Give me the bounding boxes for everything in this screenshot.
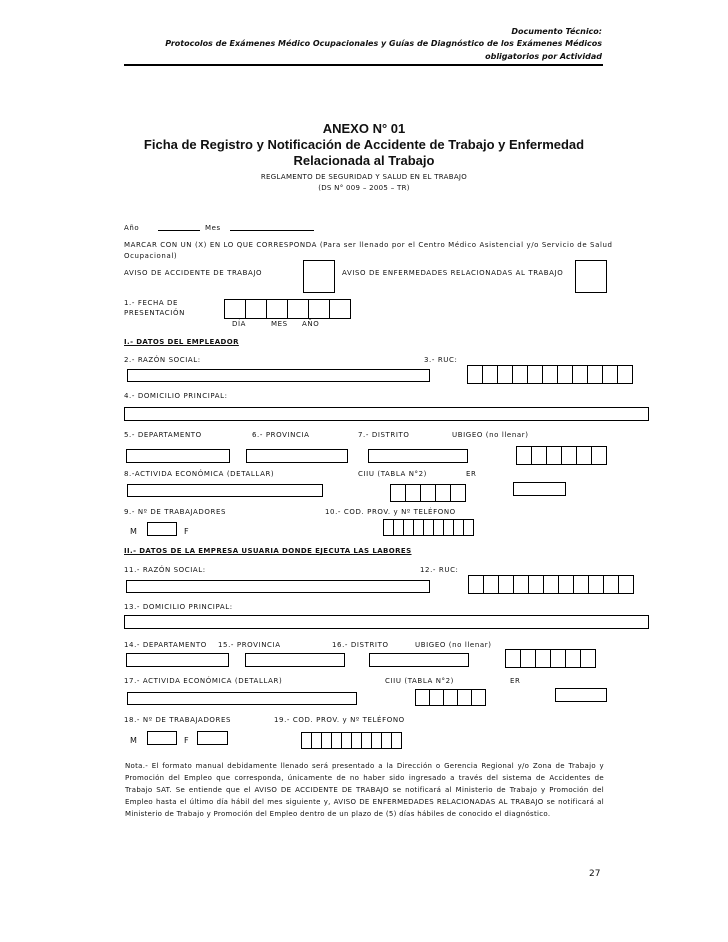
user-ruc-cells[interactable] [468, 575, 633, 594]
user-ubigeo-label: UBIGEO (no llenar) [415, 641, 492, 649]
header-doc-subtitle: obligatorios por Actividad [485, 52, 602, 61]
business-name-label: 2.- RAZÓN SOCIAL: [124, 356, 201, 364]
user-department-label: 14.- DEPARTAMENTO [124, 641, 207, 649]
header-rule [124, 64, 603, 66]
user-economic-activity-field[interactable] [127, 692, 357, 705]
workers-male-field[interactable] [147, 522, 177, 536]
user-workers-male-label: M [130, 736, 138, 745]
user-address-label: 13.- DOMICILIO PRINCIPAL: [124, 603, 233, 611]
user-address-field[interactable] [124, 615, 649, 629]
date-cells[interactable] [224, 299, 350, 319]
accident-notice-label: AVISO DE ACCIDENTE DE TRABAJO [124, 269, 263, 277]
month-sub-label: MES [271, 320, 288, 328]
user-department-field[interactable] [126, 653, 229, 667]
month-line[interactable] [230, 230, 314, 231]
district-label: 7.- DISTRITO [358, 431, 410, 439]
header-doc-title: Protocolos de Exámenes Médico Ocupacionales y Guías de Diagnóstico de los Exámenes Médicos [165, 39, 602, 48]
workers-label: 9.- Nº DE TRABAJADORES [124, 508, 227, 516]
form-title-line2: Relacionada al Trabajo [293, 153, 435, 168]
date-label-line1: 1.- FECHA DE [124, 299, 179, 307]
er-field[interactable] [513, 482, 566, 496]
user-province-label: 15.- PROVINCIA [218, 641, 281, 649]
workers-male-label: M [130, 527, 138, 536]
department-field[interactable] [126, 449, 230, 463]
ruc-label: 3.- RUC: [424, 356, 458, 364]
user-ciiu-cells[interactable] [415, 689, 485, 706]
user-district-label: 16.- DISTRITO [332, 641, 389, 649]
ciiu-cells[interactable] [390, 484, 465, 502]
date-label-line2: PRESENTACIÓN [124, 309, 185, 317]
province-label: 6.- PROVINCIA [252, 431, 310, 439]
disease-notice-label: AVISO DE ENFERMEDADES RELACIONADAS AL TRABAJO [342, 269, 564, 277]
economic-activity-field[interactable] [127, 484, 323, 497]
user-phone-label: 19.- COD. PROV. y Nº TELÉFONO [274, 716, 405, 724]
page-number: 27 [589, 869, 601, 879]
business-name-field[interactable] [127, 369, 430, 382]
user-er-label: ER [510, 677, 521, 685]
user-ruc-label: 12.- RUC: [420, 566, 459, 574]
day-label: DÍA [232, 320, 247, 328]
user-business-name-label: 11.- RAZÓN SOCIAL: [124, 566, 206, 574]
user-ubigeo-cells[interactable] [505, 649, 595, 668]
year-label: Año [124, 224, 140, 232]
er-label: ER [466, 470, 477, 478]
workers-female-label: F [184, 527, 190, 536]
user-workers-male-field[interactable] [147, 731, 177, 745]
user-province-field[interactable] [245, 653, 345, 667]
user-workers-label: 18.- Nº DE TRABAJADORES [124, 716, 232, 724]
form-title-line1: Ficha de Registro y Notificación de Accidente de Trabajo y Enfermedad [143, 137, 585, 152]
annex-title: ANEXO N° 01 [322, 121, 406, 136]
ubigeo-label: UBIGEO (no llenar) [452, 431, 529, 439]
user-economic-activity-label: 17.- ACTIVIDA ECONÓMICA (DETALLAR) [124, 677, 283, 685]
address-label: 4.- DOMICILIO PRINCIPAL: [124, 392, 228, 400]
phone-label: 10.- COD. PROV. y Nº TELÉFONO [325, 508, 456, 516]
district-field[interactable] [368, 449, 468, 463]
section-user-company-heading: II.- DATOS DE LA EMPRESA USUARIA DONDE EJECUTA LAS LABORES [124, 547, 412, 555]
department-label: 5.- DEPARTAMENTO [124, 431, 202, 439]
user-er-field[interactable] [555, 688, 607, 702]
user-workers-female-field[interactable] [197, 731, 228, 745]
ruc-cells[interactable] [467, 365, 632, 384]
province-field[interactable] [246, 449, 348, 463]
month-label: Mes [205, 224, 221, 232]
header-doc-type: Documento Técnico: [511, 27, 602, 36]
year-line[interactable] [158, 230, 200, 231]
address-field[interactable] [124, 407, 649, 421]
user-district-field[interactable] [369, 653, 469, 667]
user-ciiu-label: CIIU (TABLA N°2) [385, 677, 455, 685]
accident-notice-checkbox[interactable] [303, 260, 335, 293]
user-workers-female-label: F [184, 736, 190, 745]
year-sub-label: AÑO [302, 320, 320, 328]
user-phone-cells[interactable] [301, 732, 401, 749]
instruction-text: MARCAR CON UN (X) EN LO QUE CORRESPONDA (Para ser llenado por el Centro Médico Asistencial y/o Servicio de Salud [124, 241, 613, 249]
section-employer-heading: I.- DATOS DEL EMPLEADOR [124, 338, 239, 346]
regulation-code: (DS N° 009 – 2005 – TR) [318, 184, 410, 192]
ubigeo-cells[interactable] [516, 446, 606, 465]
disease-notice-checkbox[interactable] [575, 260, 607, 293]
phone-cells[interactable] [383, 519, 473, 536]
footer-note: Nota.- El formato manual debidamente llenado será presentado a la Dirección o Gerencia Regional y/o Zona de Trabajo y Promoción del Empleo que corresponda, únicamente de no haber sido ingresado a través del sistema de Accidentes de Trabajo SAT. Se entiende que el AVISO DE ACCIDENTE DE TRABAJO se notificará al Ministerio de Trabajo y Promoción del Empleo hasta el último día hábil del mes siguiente y, AVISO DE ENFERMEDADES RELACIONADAS AL TRABAJO se notificará al Ministerio de Trabajo y Promoción del Empleo dentro de un plazo de (5) días hábiles de conocido el diagnóstico. [125, 762, 604, 818]
instruction-text-cont: Ocupacional) [124, 252, 178, 260]
regulation-title: REGLAMENTO DE SEGURIDAD Y SALUD EN EL TRABAJO [260, 173, 468, 181]
ciiu-label: CIIU (TABLA N°2) [358, 470, 428, 478]
user-business-name-field[interactable] [126, 580, 430, 593]
economic-activity-label: 8.-ACTIVIDA ECONÓMICA (DETALLAR) [124, 470, 275, 478]
